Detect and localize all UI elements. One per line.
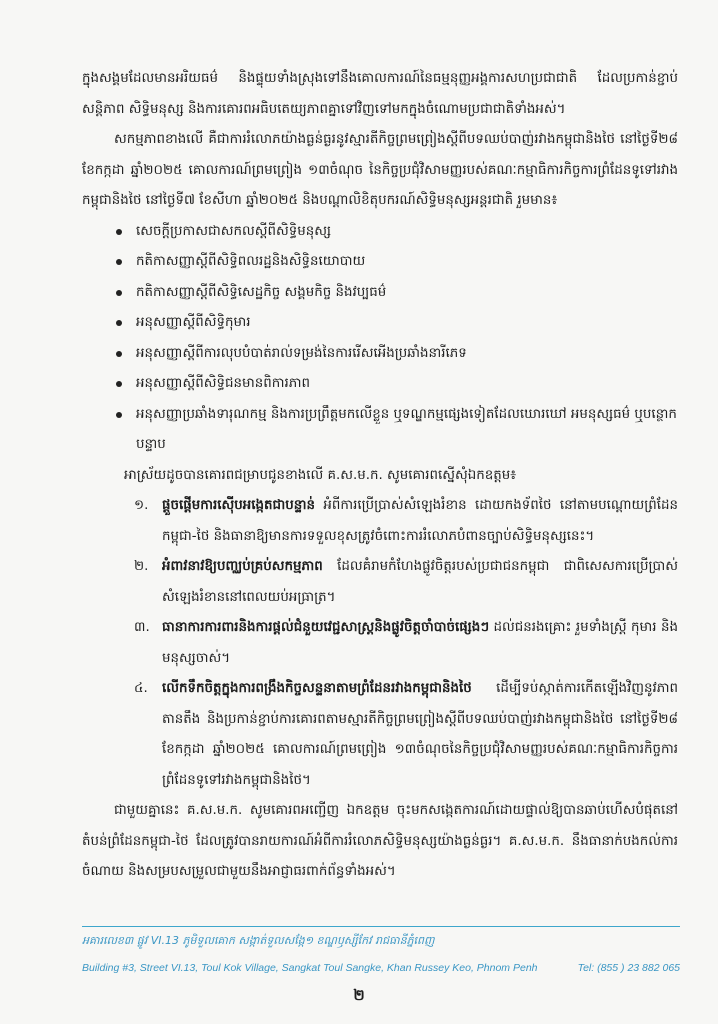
requests-list: [82, 491, 678, 796]
closing-paragraph: ជាមួយគ្នានេះ គ.ស.ម.ក. សូមគោរពអញ្ជើញ ឯកឧត្តម ចុះមកសង្កេតការណ៍ដោយផ្ទាល់ឱ្យបានឆាប់ហើសបំផុតនៅតំបន់ព្រំដែនកម្ពុជា-ថៃ ដែលត្រូវបានរាយការណ៍អំពីការរំលោភសិទ្ធិមនុស្សយ៉ាងធ្ងន់ធ្ងរ។ គ.ស.ម.ក. នឹងធានាក់បងកល់ការចំណាយ និងសម្របសម្រួលជាមួយនឹងអាជ្ញាធរពាក់ព័ន្ធទាំងអស់។: [82, 803, 678, 879]
page-number: ២: [353, 986, 365, 1004]
bullet-icon: [116, 381, 122, 387]
request-lead: អំពាវនាវឱ្យបញ្ឈប់គ្រប់សកម្មភាព: [162, 559, 323, 574]
request-text: ដែលគំរាមកំហែងផ្លូវចិត្តរបស់ប្រជាជនកម្ពុជា ជាពិសេសការប្រើប្រាស់សំឡេងរំខាននៅពេលយប់អធ្រាត្រ។: [162, 559, 678, 605]
list-item: អនុសញ្ញាស្តីពីសិទ្ធិកុមារ: [114, 308, 678, 339]
request-number: ៤.: [134, 681, 148, 696]
bullet-icon: [116, 412, 122, 418]
request-item: [134, 552, 678, 613]
request-text: ដល់ជនរងគ្រោះ រួមទាំងស្ត្រី កុមារ និងមនុស្សចាស់។: [162, 620, 678, 666]
request-number: ៣.: [134, 620, 150, 635]
bullet-icon: [116, 229, 122, 235]
footer-divider: [82, 926, 680, 927]
footer-khmer-address: អគារលេខ៣ ផ្លូវ VI.13 ភូមិទួលគោក សង្កាត់ទួលសង្កែ១ ខណ្ឌឫស្សីកែវ រាជធានីភ្នំពេញ: [82, 934, 435, 947]
instruments-list: [82, 217, 678, 461]
request-lead: លើកទឹកចិត្តក្នុងការពង្រឹងកិច្ចសន្ទនាតាមព្រំដែនរវាងកម្ពុជានិងថៃ: [162, 681, 472, 696]
list-item: អនុសញ្ញាប្រឆាំងទារុណកម្ម និងការប្រព្រឹត្តមកលើខ្លួន ឬទណ្ឌកម្មផ្សេងទៀតដែលឃោរឃៅ អមនុស្សធម៌ ឬបន្ថោកបន្ទាប: [114, 400, 678, 461]
bullet-icon: [116, 320, 122, 326]
request-item: [134, 491, 678, 552]
bullet-icon: [116, 290, 122, 296]
request-number: ២.: [134, 559, 149, 574]
list-item: សេចក្តីប្រកាសជាសកលស្តីពីសិទ្ធិមនុស្ស: [114, 217, 678, 248]
request-text: អំពីការប្រើប្រាស់សំឡេងរំខាន ដោយកងទ័ពថៃ នៅតាមបណ្តោយព្រំដែនកម្ពុជា-ថៃ និងធានាឱ្យមានការទទួលខុសត្រូវចំពោះការរំលោភបំពានច្បាប់សិទ្ធិមនុស្សនេះ។: [162, 498, 678, 544]
list-item: អនុសញ្ញាស្តីពីសិទ្ធិជនមានពិការភាព: [114, 369, 678, 400]
intro-paragraph: ក្នុងសង្គមដែលមានអរិយធម៌ និងផ្ទុយទាំងស្រុងទៅនឹងគោលការណ៍នៃធម្មនុញ្ញអង្គការសហប្រជាជាតិ ដែលប្រកាន់ខ្ជាប់សន្តិភាព សិទ្ធិមនុស្ស និងការគោរពអធិបតេយ្យភាពគ្នាទៅវិញទៅមកក្នុងចំណោមប្រជាជាតិទាំងអស់។: [82, 71, 678, 117]
letter-body: [82, 64, 678, 888]
request-intro: អាស្រ័យដូចបានគោរពជម្រាបជូនខាងលើ គ.ស.ម.ក. សូមគោរពស្នើសុំឯកឧត្តម៖: [124, 467, 517, 483]
context-paragraph: សកម្មភាពខាងលើ គឺជាការរំលោភយ៉ាងធ្ងន់ធ្ងរនូវស្មារតីកិច្ចព្រមព្រៀងស្តីពីបទឈប់បាញ់រវាងកម្ពុជានិងថៃ នៅថ្ងៃទី២៨ ខែកក្កដា ឆ្នាំ២០២៥ គោលការណ៍ព្រមព្រៀង ១៣ចំណុច នៃកិច្ចប្រជុំវិសាមញ្ញរបស់គណៈកម្មាធិការកិច្ចការព្រំដែនទូទៅរវាងកម្ពុជានិងថៃ នៅថ្ងៃទី៧ ខែសីហា ឆ្នាំ២០២៥ និងបណ្តាលិខិតុបករណ៍សិទ្ធិមនុស្សអន្តរជាតិ រួមមាន៖: [82, 132, 678, 208]
request-item: [134, 674, 678, 796]
request-item: [134, 613, 678, 674]
footer-address: Building #3, Street VI.13, Toul Kok Village, Sangkat Toul Sangke, Khan Russey Keo, Phnom Penh: [82, 962, 538, 974]
list-item: កតិកាសញ្ញាស្តីពីសិទ្ធិសេដ្ឋកិច្ច សង្គមកិច្ច និងវប្បធម៌: [114, 278, 678, 309]
request-text: ដើម្បីទប់ស្កាត់ការកើតឡើងវិញនូវភាពតានតឹង និងប្រកាន់ខ្ជាប់ការគោរពតាមស្មារតីកិច្ចព្រមព្រៀងស្តីពីបទឈប់បាញ់រវាងកម្ពុជានិងថៃ នៅថ្ងៃទី២៨ ខែកក្កដា ឆ្នាំ២០២៥ គោលការណ៍ព្រមព្រៀង ១៣ចំណុចនៃកិច្ចប្រជុំវិសាមញ្ញរបស់គណៈកម្មាធិការកិច្ចការព្រំដែនទូទៅរវាងកម្ពុជានិងថៃ។: [162, 681, 678, 788]
list-item: កតិកាសញ្ញាស្តីពីសិទ្ធិពលរដ្ឋនិងសិទ្ធិនយោបាយ: [114, 247, 678, 278]
bullet-icon: [116, 351, 122, 357]
footer-telephone: Tel: (855 ) 23 882 065: [577, 962, 680, 974]
list-item: អនុសញ្ញាស្តីពីការលុបបំបាត់រាល់ទម្រង់នៃការរើសអើងប្រឆាំងនារីភេទ: [114, 339, 678, 370]
bullet-icon: [116, 259, 122, 265]
request-lead: ធានាការការពារនិងការផ្តល់ជំនួយវេជ្ជសាស្ត្រនិងផ្លូវចិត្តចាំបាច់ផ្សេងៗ: [162, 620, 490, 635]
request-lead: ផ្តួចផ្តើមការស៊ើបអង្កេតជាបន្ទាន់: [162, 498, 315, 513]
request-number: ១.: [134, 498, 149, 513]
